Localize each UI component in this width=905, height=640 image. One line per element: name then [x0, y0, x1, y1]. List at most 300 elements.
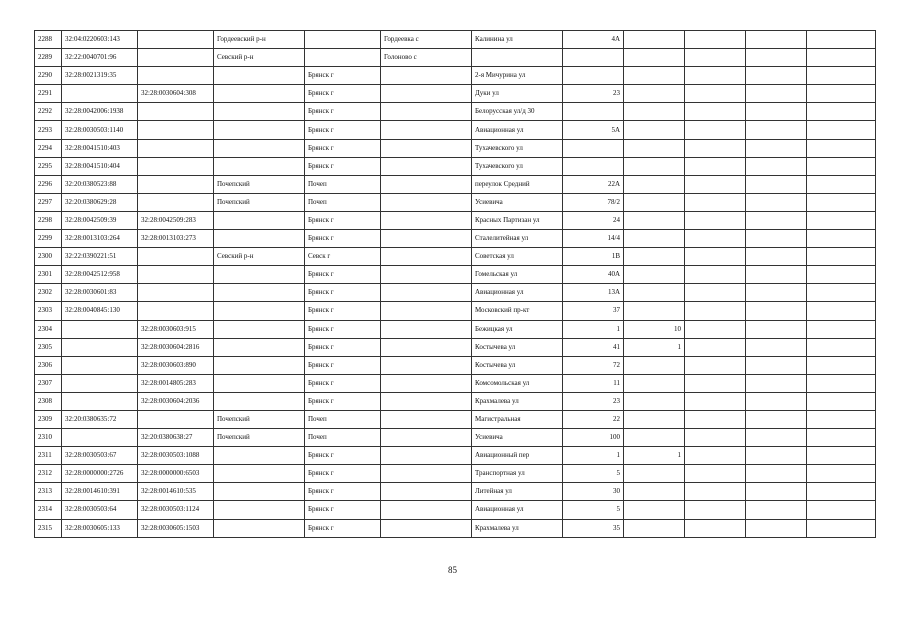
street-cell: Магистральная [472, 410, 563, 428]
table-row [35, 49, 876, 67]
cadastral-number-cell: 32:28:0030503:1140 [62, 121, 138, 139]
district-cell [214, 139, 305, 157]
street-cell: Авиационная ул [472, 501, 563, 519]
house-cell: 41 [563, 338, 624, 356]
district-cell [214, 230, 305, 248]
second-cadastral-cell [138, 410, 214, 428]
empty-cell [746, 85, 807, 103]
house-cell: 14/4 [563, 230, 624, 248]
empty-cell [807, 248, 876, 266]
second-cadastral-cell [138, 248, 214, 266]
district-cell [214, 374, 305, 392]
street-cell: Белорусская ул/д 30 [472, 103, 563, 121]
flat-cell [624, 49, 685, 67]
house-cell: 30 [563, 483, 624, 501]
district-cell [214, 157, 305, 175]
district-cell [214, 447, 305, 465]
house-cell: 4А [563, 31, 624, 49]
street-cell: Литейная ул [472, 483, 563, 501]
house-cell: 22А [563, 175, 624, 193]
district-cell: Севский р-н [214, 248, 305, 266]
city-cell: Брянск г [305, 483, 381, 501]
row-number-cell: 2314 [35, 501, 62, 519]
empty-cell [746, 103, 807, 121]
village-cell [381, 121, 472, 139]
table-row [35, 230, 876, 248]
second-cadastral-cell [138, 121, 214, 139]
village-cell [381, 338, 472, 356]
empty-cell [746, 139, 807, 157]
cadastral-number-cell: 32:28:0021319:35 [62, 67, 138, 85]
village-cell [381, 410, 472, 428]
village-cell [381, 193, 472, 211]
district-cell: Почепский [214, 175, 305, 193]
table-row [35, 67, 876, 85]
village-cell [381, 447, 472, 465]
table-row [35, 284, 876, 302]
street-cell: Транспортная ул [472, 465, 563, 483]
district-cell [214, 465, 305, 483]
cadastral-number-cell: 32:28:0030503:64 [62, 501, 138, 519]
house-cell: 23 [563, 85, 624, 103]
empty-cell [746, 356, 807, 374]
second-cadastral-cell: 32:28:0014805:283 [138, 374, 214, 392]
second-cadastral-cell [138, 193, 214, 211]
second-cadastral-cell [138, 49, 214, 67]
city-cell: Почеп [305, 193, 381, 211]
village-cell [381, 483, 472, 501]
street-cell: Усиевича [472, 429, 563, 447]
city-cell: Брянск г [305, 392, 381, 410]
second-cadastral-cell: 32:28:0030604:2816 [138, 338, 214, 356]
flat-cell [624, 103, 685, 121]
table-row [35, 175, 876, 193]
empty-cell [807, 49, 876, 67]
empty-cell [807, 410, 876, 428]
city-cell: Брянск г [305, 447, 381, 465]
street-cell: Костычева ул [472, 338, 563, 356]
district-cell [214, 103, 305, 121]
street-cell: Бежицкая ул [472, 320, 563, 338]
empty-cell [746, 374, 807, 392]
village-cell [381, 248, 472, 266]
row-number-cell: 2290 [35, 67, 62, 85]
city-cell: Севск г [305, 248, 381, 266]
cadastral-number-cell [62, 320, 138, 338]
row-number-cell: 2306 [35, 356, 62, 374]
empty-cell [746, 447, 807, 465]
row-number-cell: 2307 [35, 374, 62, 392]
empty-cell [807, 103, 876, 121]
second-cadastral-cell: 32:28:0042509:283 [138, 211, 214, 229]
second-cadastral-cell: 32:28:0030603:915 [138, 320, 214, 338]
cadastral-number-cell [62, 338, 138, 356]
row-number-cell: 2312 [35, 465, 62, 483]
village-cell [381, 465, 472, 483]
empty-cell [746, 410, 807, 428]
city-cell: Брянск г [305, 284, 381, 302]
flat-cell [624, 121, 685, 139]
row-number-cell: 2303 [35, 302, 62, 320]
second-cadastral-cell: 32:28:0030503:1088 [138, 447, 214, 465]
city-cell: Брянск г [305, 338, 381, 356]
second-cadastral-cell: 32:28:0013103:273 [138, 230, 214, 248]
table-row [35, 85, 876, 103]
house-cell: 11 [563, 374, 624, 392]
empty-cell [807, 501, 876, 519]
row-number-cell: 2302 [35, 284, 62, 302]
second-cadastral-cell: 32:28:0000000:6503 [138, 465, 214, 483]
street-cell: Авиационная ул [472, 284, 563, 302]
flat-cell [624, 139, 685, 157]
row-number-cell: 2313 [35, 483, 62, 501]
house-cell [563, 103, 624, 121]
city-cell: Брянск г [305, 320, 381, 338]
village-cell [381, 320, 472, 338]
second-cadastral-cell: 32:28:0014610:535 [138, 483, 214, 501]
flat-cell [624, 519, 685, 537]
street-cell: Тухачевского ул [472, 157, 563, 175]
house-cell [563, 157, 624, 175]
cadastral-number-cell: 32:28:0040845:130 [62, 302, 138, 320]
district-cell: Севский р-н [214, 49, 305, 67]
flat-cell [624, 374, 685, 392]
city-cell: Почеп [305, 429, 381, 447]
house-cell: 72 [563, 356, 624, 374]
street-cell: Дуки ул [472, 85, 563, 103]
table-row [35, 447, 876, 465]
house-cell [563, 139, 624, 157]
row-number-cell: 2301 [35, 266, 62, 284]
house-cell: 5 [563, 501, 624, 519]
table-row [35, 374, 876, 392]
extra-cell [685, 85, 746, 103]
house-cell: 13А [563, 284, 624, 302]
cadastral-number-cell: 32:28:0014610:391 [62, 483, 138, 501]
empty-cell [746, 211, 807, 229]
extra-cell [685, 374, 746, 392]
district-cell [214, 338, 305, 356]
row-number-cell: 2295 [35, 157, 62, 175]
second-cadastral-cell [138, 284, 214, 302]
city-cell: Брянск г [305, 139, 381, 157]
empty-cell [807, 121, 876, 139]
table-row [35, 338, 876, 356]
village-cell [381, 284, 472, 302]
empty-cell [807, 447, 876, 465]
empty-cell [746, 49, 807, 67]
second-cadastral-cell [138, 103, 214, 121]
flat-cell [624, 302, 685, 320]
row-number-cell: 2296 [35, 175, 62, 193]
second-cadastral-cell: 32:28:0030603:890 [138, 356, 214, 374]
empty-cell [746, 121, 807, 139]
cadastral-number-cell: 32:04:0220603:143 [62, 31, 138, 49]
street-cell: Авиационная ул [472, 121, 563, 139]
extra-cell [685, 266, 746, 284]
house-cell: 37 [563, 302, 624, 320]
city-cell: Брянск г [305, 465, 381, 483]
empty-cell [746, 266, 807, 284]
second-cadastral-cell [138, 139, 214, 157]
empty-cell [807, 374, 876, 392]
village-cell [381, 211, 472, 229]
empty-cell [746, 483, 807, 501]
table-row [35, 139, 876, 157]
house-cell: 22 [563, 410, 624, 428]
table-row [35, 320, 876, 338]
house-cell: 100 [563, 429, 624, 447]
empty-cell [746, 302, 807, 320]
empty-cell [807, 211, 876, 229]
cadastral-number-cell [62, 392, 138, 410]
row-number-cell: 2297 [35, 193, 62, 211]
cadastral-number-cell: 32:20:0380629:28 [62, 193, 138, 211]
street-cell: Гомельская ул [472, 266, 563, 284]
empty-cell [746, 248, 807, 266]
flat-cell [624, 465, 685, 483]
flat-cell: 1 [624, 338, 685, 356]
extra-cell [685, 338, 746, 356]
table-row [35, 501, 876, 519]
flat-cell [624, 193, 685, 211]
row-number-cell: 2292 [35, 103, 62, 121]
table-row [35, 266, 876, 284]
extra-cell [685, 284, 746, 302]
city-cell: Брянск г [305, 356, 381, 374]
registry-table [34, 30, 876, 538]
flat-cell [624, 501, 685, 519]
flat-cell [624, 284, 685, 302]
empty-cell [807, 31, 876, 49]
empty-cell [807, 139, 876, 157]
cadastral-number-cell: 32:28:0000000:2726 [62, 465, 138, 483]
village-cell [381, 139, 472, 157]
district-cell: Почепский [214, 193, 305, 211]
flat-cell [624, 31, 685, 49]
city-cell: Брянск г [305, 266, 381, 284]
empty-cell [746, 284, 807, 302]
flat-cell [624, 211, 685, 229]
flat-cell [624, 483, 685, 501]
flat-cell: 1 [624, 447, 685, 465]
city-cell: Брянск г [305, 121, 381, 139]
second-cadastral-cell: 32:28:0030604:308 [138, 85, 214, 103]
cadastral-number-cell [62, 374, 138, 392]
row-number-cell: 2311 [35, 447, 62, 465]
row-number-cell: 2288 [35, 31, 62, 49]
empty-cell [807, 392, 876, 410]
extra-cell [685, 157, 746, 175]
cadastral-number-cell: 32:20:0380523:88 [62, 175, 138, 193]
district-cell [214, 501, 305, 519]
district-cell [214, 67, 305, 85]
street-cell: Крахмалева ул [472, 519, 563, 537]
house-cell: 40А [563, 266, 624, 284]
extra-cell [685, 67, 746, 85]
flat-cell [624, 157, 685, 175]
cadastral-number-cell: 32:28:0013103:264 [62, 230, 138, 248]
page-number: 85 [448, 565, 457, 575]
house-cell: 1 [563, 447, 624, 465]
registry-table-container [34, 30, 875, 538]
house-cell: 24 [563, 211, 624, 229]
second-cadastral-cell [138, 157, 214, 175]
table-body [35, 31, 876, 538]
cadastral-number-cell [62, 356, 138, 374]
district-cell [214, 392, 305, 410]
cadastral-number-cell: 32:28:0030503:67 [62, 447, 138, 465]
empty-cell [807, 429, 876, 447]
city-cell: Брянск г [305, 374, 381, 392]
second-cadastral-cell: 32:28:0030605:1503 [138, 519, 214, 537]
city-cell: Брянск г [305, 85, 381, 103]
house-cell: 78/2 [563, 193, 624, 211]
row-number-cell: 2299 [35, 230, 62, 248]
row-number-cell: 2308 [35, 392, 62, 410]
city-cell: Брянск г [305, 67, 381, 85]
table-row [35, 429, 876, 447]
table-row [35, 465, 876, 483]
row-number-cell: 2304 [35, 320, 62, 338]
table-row [35, 248, 876, 266]
empty-cell [807, 266, 876, 284]
second-cadastral-cell [138, 175, 214, 193]
row-number-cell: 2294 [35, 139, 62, 157]
village-cell [381, 356, 472, 374]
extra-cell [685, 410, 746, 428]
empty-cell [746, 193, 807, 211]
district-cell [214, 284, 305, 302]
village-cell [381, 302, 472, 320]
district-cell [214, 266, 305, 284]
city-cell: Брянск г [305, 302, 381, 320]
village-cell [381, 175, 472, 193]
extra-cell [685, 230, 746, 248]
extra-cell [685, 447, 746, 465]
cadastral-number-cell: 32:28:0042512:958 [62, 266, 138, 284]
street-cell: Авиационный пер [472, 447, 563, 465]
city-cell [305, 49, 381, 67]
village-cell [381, 501, 472, 519]
street-cell: Московский пр-кт [472, 302, 563, 320]
row-number-cell: 2309 [35, 410, 62, 428]
table-row [35, 103, 876, 121]
empty-cell [746, 465, 807, 483]
district-cell: Почепский [214, 410, 305, 428]
empty-cell [746, 338, 807, 356]
empty-cell [746, 67, 807, 85]
cadastral-number-cell: 32:22:0040701:96 [62, 49, 138, 67]
district-cell [214, 356, 305, 374]
table-row [35, 193, 876, 211]
empty-cell [807, 67, 876, 85]
extra-cell [685, 356, 746, 374]
table-row [35, 211, 876, 229]
cadastral-number-cell: 32:28:0042509:39 [62, 211, 138, 229]
empty-cell [807, 338, 876, 356]
street-cell: Крахмалева ул [472, 392, 563, 410]
district-cell [214, 121, 305, 139]
row-number-cell: 2310 [35, 429, 62, 447]
district-cell [214, 302, 305, 320]
house-cell: 35 [563, 519, 624, 537]
table-row [35, 356, 876, 374]
house-cell: 23 [563, 392, 624, 410]
street-cell: 2-я Мичурина ул [472, 67, 563, 85]
extra-cell [685, 501, 746, 519]
house-cell: 1В [563, 248, 624, 266]
city-cell: Брянск г [305, 103, 381, 121]
village-cell: Гордеевка с [381, 31, 472, 49]
cadastral-number-cell: 32:28:0042006:1938 [62, 103, 138, 121]
district-cell: Гордеевский р-н [214, 31, 305, 49]
house-cell [563, 49, 624, 67]
empty-cell [807, 519, 876, 537]
house-cell: 1 [563, 320, 624, 338]
village-cell [381, 266, 472, 284]
flat-cell [624, 67, 685, 85]
empty-cell [746, 320, 807, 338]
house-cell [563, 67, 624, 85]
empty-cell [746, 519, 807, 537]
extra-cell [685, 429, 746, 447]
empty-cell [807, 157, 876, 175]
extra-cell [685, 465, 746, 483]
extra-cell [685, 193, 746, 211]
house-cell: 5А [563, 121, 624, 139]
district-cell [214, 85, 305, 103]
cadastral-number-cell [62, 429, 138, 447]
row-number-cell: 2291 [35, 85, 62, 103]
second-cadastral-cell [138, 31, 214, 49]
flat-cell: 10 [624, 320, 685, 338]
street-cell: Усиевича [472, 193, 563, 211]
village-cell: Голоново с [381, 49, 472, 67]
second-cadastral-cell [138, 266, 214, 284]
empty-cell [807, 465, 876, 483]
second-cadastral-cell: 32:20:0380638:27 [138, 429, 214, 447]
empty-cell [746, 230, 807, 248]
cadastral-number-cell [62, 85, 138, 103]
village-cell [381, 103, 472, 121]
street-cell: Сталелитейная ул [472, 230, 563, 248]
extra-cell [685, 175, 746, 193]
city-cell: Почеп [305, 175, 381, 193]
district-cell [214, 211, 305, 229]
street-cell: Костычева ул [472, 356, 563, 374]
cadastral-number-cell: 32:22:0390221:51 [62, 248, 138, 266]
row-number-cell: 2305 [35, 338, 62, 356]
flat-cell [624, 230, 685, 248]
second-cadastral-cell: 32:28:0030503:1124 [138, 501, 214, 519]
city-cell: Брянск г [305, 157, 381, 175]
table-row [35, 392, 876, 410]
village-cell [381, 157, 472, 175]
empty-cell [746, 31, 807, 49]
flat-cell [624, 85, 685, 103]
village-cell [381, 85, 472, 103]
city-cell: Брянск г [305, 230, 381, 248]
flat-cell [624, 248, 685, 266]
extra-cell [685, 139, 746, 157]
house-cell: 5 [563, 465, 624, 483]
flat-cell [624, 392, 685, 410]
cadastral-number-cell: 32:28:0041510:404 [62, 157, 138, 175]
flat-cell [624, 266, 685, 284]
empty-cell [807, 193, 876, 211]
table-row [35, 519, 876, 537]
